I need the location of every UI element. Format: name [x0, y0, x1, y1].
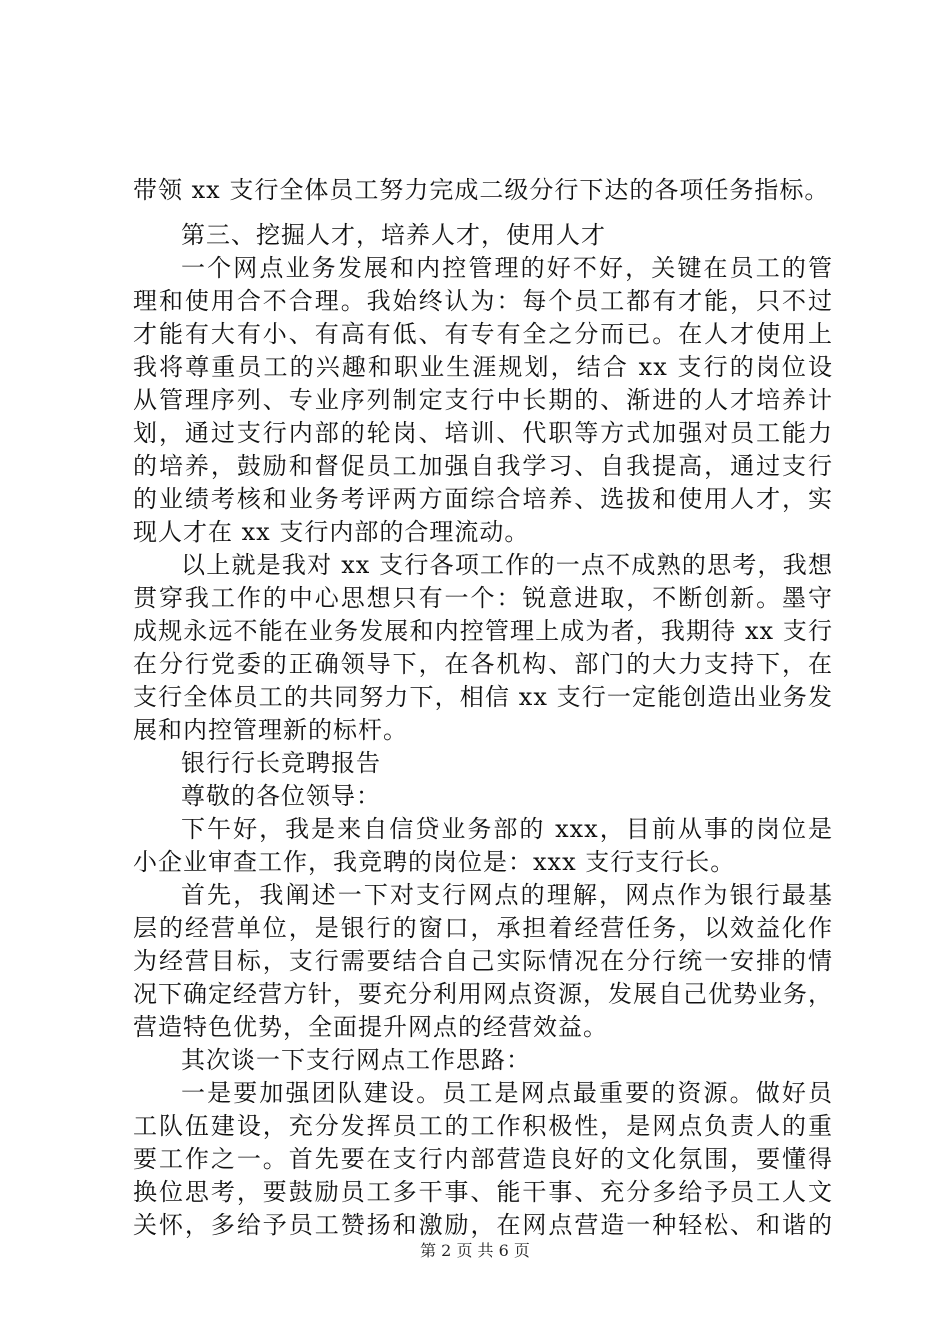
- text-line: 展和内控管理新的标杆。: [133, 716, 408, 744]
- text-line: 以上就是我对 xx 支行各项工作的一点不成熟的思考，我想: [181, 551, 833, 579]
- salutation: 尊敬的各位领导：: [181, 782, 381, 810]
- text-line: 划，通过支行内部的轮岗、培训、代职等方式加强对员工能力: [133, 419, 833, 447]
- text-line: 关怀，多给予员工赞扬和激励，在网点营造一种轻松、和谐的: [133, 1211, 833, 1239]
- text-line: 支行全体员工的共同努力下，相信 xx 支行一定能创造出业务发: [133, 683, 833, 711]
- text-line: 贯穿我工作的中心思想只有一个：锐意进取，不断创新。墨守: [133, 584, 833, 612]
- text-line: 从管理序列、专业序列制定支行中长期的、渐进的人才培养计: [133, 386, 833, 414]
- text-line: 营造特色优势，全面提升网点的经营效益。: [133, 1013, 608, 1041]
- page-number-footer: 第 2 页 共 6 页: [420, 1241, 530, 1260]
- text-line: 一是要加强团队建设。员工是网点最重要的资源。做好员: [181, 1079, 833, 1107]
- section-heading: 第三、挖掘人才，培养人才，使用人才: [181, 221, 606, 249]
- text-line: 其次谈一下支行网点工作思路：: [181, 1046, 531, 1074]
- text-line: 首先，我阐述一下对支行网点的理解，网点作为银行最基: [181, 881, 833, 909]
- report-title: 银行行长竞聘报告: [181, 749, 381, 777]
- text-line: 我将尊重员工的兴趣和职业生涯规划，结合 xx 支行的岗位设: [133, 353, 833, 381]
- text-line: 换位思考，要鼓励员工多干事、能干事、充分多给予员工人文: [133, 1178, 833, 1206]
- text-line: 成规永远不能在业务发展和内控管理上成为者，我期待 xx 支行: [133, 617, 833, 645]
- text-line: 要工作之一。首先要在支行内部营造良好的文化氛围，要懂得: [133, 1145, 833, 1173]
- text-line: 工队伍建设，充分发挥员工的工作积极性，是网点负责人的重: [133, 1112, 833, 1140]
- text-line: 一个网点业务发展和内控管理的好不好，关键在员工的管: [181, 254, 833, 282]
- text-line: 为经营目标，支行需要结合自己实际情况在分行统一安排的情: [133, 947, 833, 975]
- text-line: 才能有大有小、有高有低、有专有全之分而已。在人才使用上: [133, 320, 833, 348]
- text-line: 小企业审查工作，我竞聘的岗位是：xxx 支行支行长。: [133, 848, 736, 876]
- text-line: 的培养，鼓励和督促员工加强自我学习、自我提高，通过支行: [133, 452, 833, 480]
- text-line: 带领 xx 支行全体员工努力完成二级分行下达的各项任务指标。: [133, 176, 830, 204]
- text-line: 况下确定经营方针，要充分利用网点资源，发展自己优势业务，: [133, 980, 833, 1008]
- text-line: 下午好，我是来自信贷业务部的 xxx，目前从事的岗位是: [181, 815, 833, 843]
- document-body: [133, 174, 833, 1242]
- text-line: 在分行党委的正确领导下，在各机构、部门的大力支持下，在: [133, 650, 833, 678]
- text-line: 理和使用合不合理。我始终认为：每个员工都有才能，只不过: [133, 287, 833, 315]
- text-line: 的业绩考核和业务考评两方面综合培养、选拔和使用人才，实: [133, 485, 833, 513]
- text-line: 现人才在 xx 支行内部的合理流动。: [133, 518, 530, 546]
- text-line: 层的经营单位，是银行的窗口，承担着经营任务，以效益化作: [133, 914, 833, 942]
